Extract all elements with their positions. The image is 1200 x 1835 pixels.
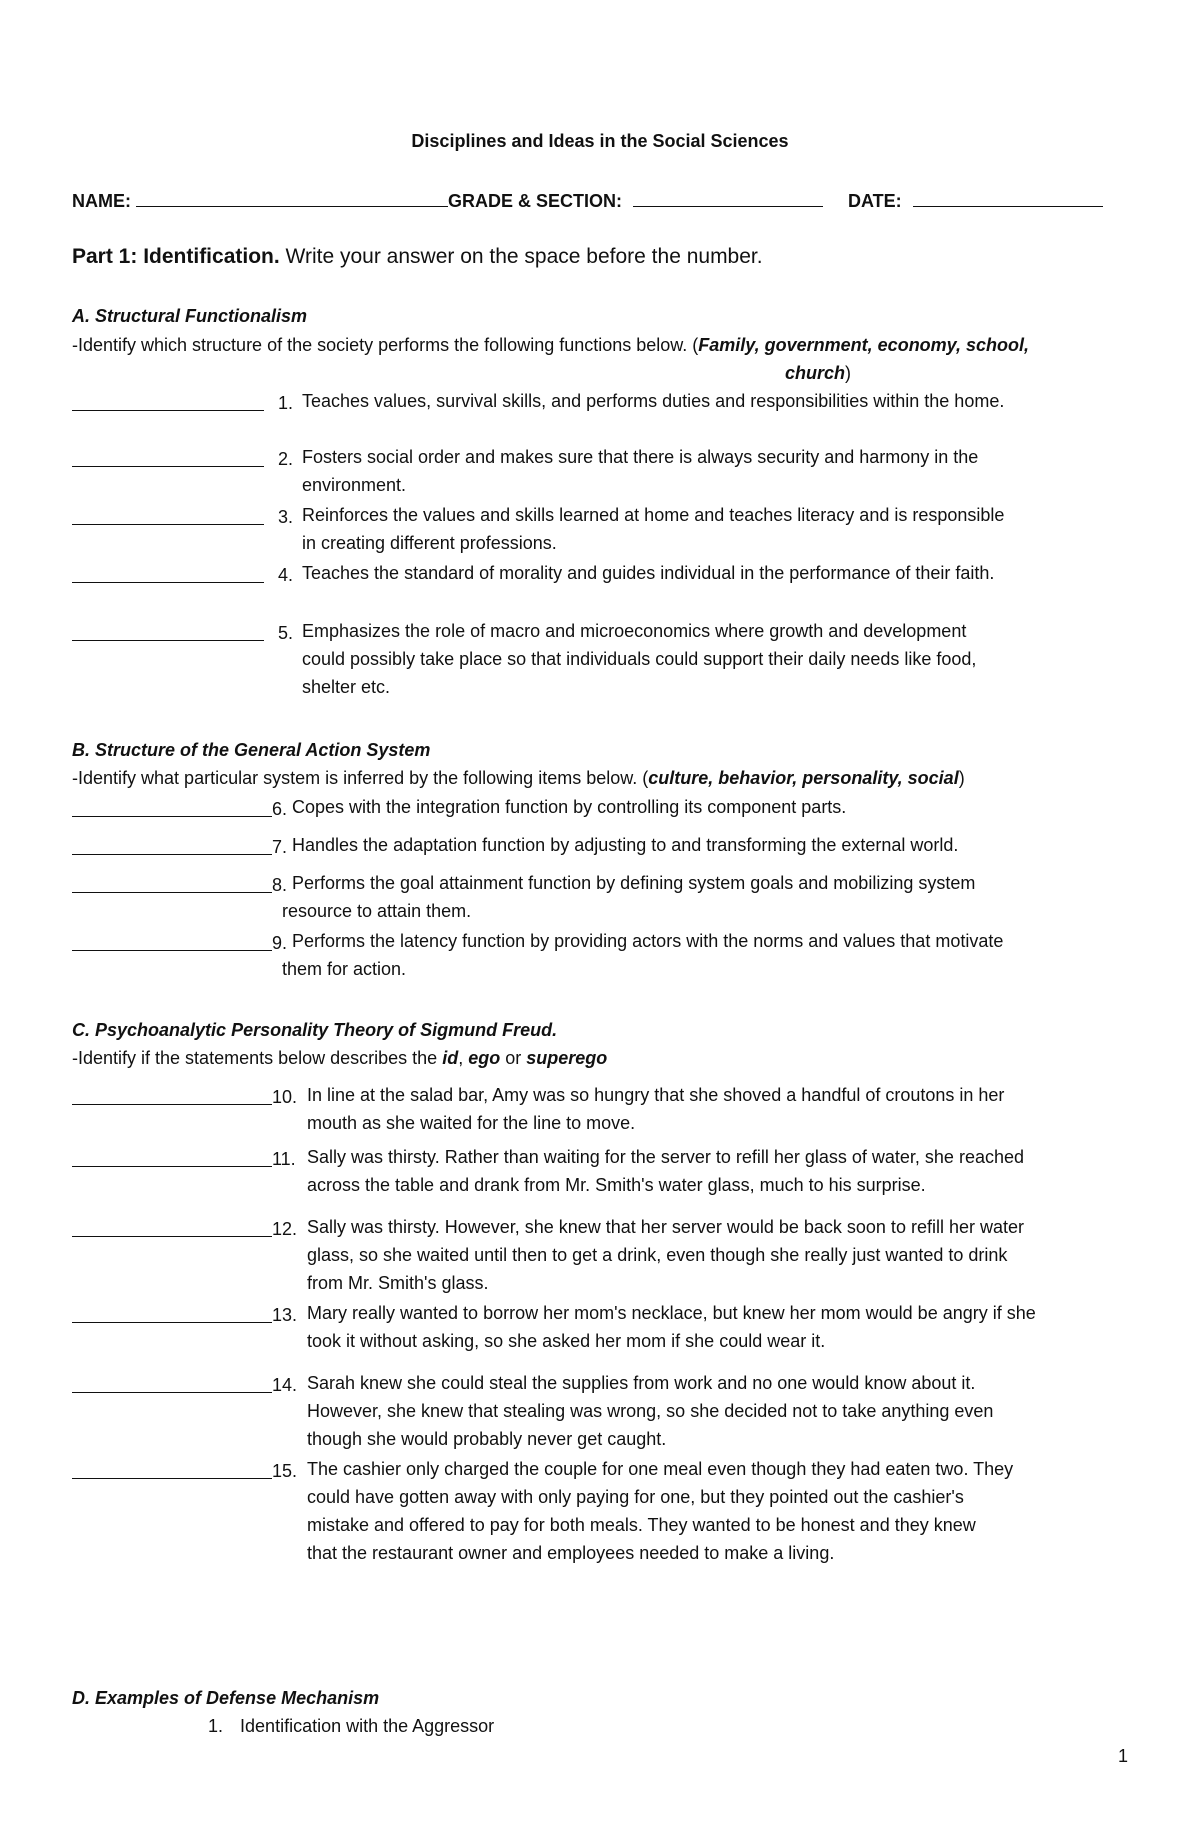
answer-blank[interactable] bbox=[72, 816, 272, 817]
item-text: them for action. bbox=[282, 959, 407, 979]
item-number: 5. bbox=[278, 623, 294, 643]
part1-label: Part 1: Identification. bbox=[72, 245, 280, 268]
item-number: 13. bbox=[272, 1305, 298, 1325]
item-text: environment. bbox=[302, 475, 407, 495]
item-number: 3. bbox=[278, 507, 294, 527]
item-text: Performs the goal attainment function by defining system goals and mobilizing system bbox=[292, 873, 976, 893]
item-text: In line at the salad bar, Amy was so hungry that she shoved a handful of croutons in her bbox=[307, 1085, 1005, 1105]
item-number: 1. bbox=[278, 393, 294, 413]
item-text: Sarah knew she could steal the supplies from work and no one would know about it. bbox=[307, 1373, 976, 1393]
answer-blank[interactable] bbox=[72, 524, 264, 525]
item-number: 14. bbox=[272, 1375, 298, 1395]
item-text: though she would probably never get caught. bbox=[307, 1429, 667, 1449]
item-text: Handles the adaptation function by adjusting to and transforming the external world. bbox=[292, 835, 959, 855]
item-text: took it without asking, so she asked her mom if she could wear it. bbox=[307, 1331, 826, 1351]
item-text: Emphasizes the role of macro and microeconomics where growth and development bbox=[302, 621, 967, 641]
answer-blank[interactable] bbox=[72, 1166, 272, 1167]
item-text: could have gotten away with only paying for one, but they pointed out the cashier's bbox=[307, 1487, 964, 1507]
part1-instruction: Write your answer on the space before the number. bbox=[285, 245, 763, 268]
section-c-instruction: -Identify if the statements below describes the id, ego or superego bbox=[72, 1048, 608, 1068]
item-number: 6. bbox=[272, 799, 288, 819]
item-text: However, she knew that stealing was wrong, so she decided not to take anything even bbox=[307, 1401, 994, 1421]
item-number: 8. bbox=[272, 875, 288, 895]
answer-blank[interactable] bbox=[72, 950, 272, 951]
item-number: 4. bbox=[278, 565, 294, 585]
answer-blank[interactable] bbox=[72, 1236, 272, 1237]
answer-blank[interactable] bbox=[72, 1322, 272, 1323]
answer-blank[interactable] bbox=[72, 892, 272, 893]
item-number: 7. bbox=[272, 837, 288, 857]
section-c-title: C. Psychoanalytic Personality Theory of Sigmund Freud. bbox=[72, 1020, 558, 1040]
date-blank[interactable] bbox=[913, 188, 1103, 207]
section-b-title: B. Structure of the General Action System bbox=[72, 740, 431, 760]
item-text: Performs the latency function by providing actors with the norms and values that motivate bbox=[292, 931, 1004, 951]
item-number: 12. bbox=[272, 1219, 298, 1239]
section-a-title: A. Structural Functionalism bbox=[72, 306, 308, 326]
grade-section-label: GRADE & SECTION: bbox=[448, 191, 623, 211]
section-b-options: culture, behavior, personality, social bbox=[648, 768, 959, 788]
item-text: could possibly take place so that individuals could support their daily needs like food, bbox=[302, 649, 977, 669]
answer-blank[interactable] bbox=[72, 854, 272, 855]
item-text: Sally was thirsty. Rather than waiting for the server to refill her glass of water, she reached bbox=[307, 1147, 1024, 1167]
item-text: from Mr. Smith's glass. bbox=[307, 1273, 489, 1293]
item-number: 10. bbox=[272, 1087, 298, 1107]
item-text: Fosters social order and makes sure that there is always security and harmony in the bbox=[302, 447, 979, 467]
section-a-options: Family, government, economy, school, bbox=[698, 335, 1030, 355]
item-text: The cashier only charged the couple for one meal even though they had eaten two. They bbox=[307, 1459, 1014, 1479]
item-number: 2. bbox=[278, 449, 294, 469]
item-text: Mary really wanted to borrow her mom's necklace, but knew her mom would be angry if she bbox=[307, 1303, 1036, 1323]
item-text: Copes with the integration function by controlling its component parts. bbox=[292, 797, 847, 817]
page-number: 1 bbox=[1117, 1746, 1128, 1766]
answer-blank[interactable] bbox=[72, 1392, 272, 1393]
part1-heading bbox=[72, 246, 763, 268]
answer-blank[interactable] bbox=[72, 640, 264, 641]
item-text: in creating different professions. bbox=[302, 533, 557, 553]
item-text: Teaches the standard of morality and guides individual in the performance of their faith. bbox=[302, 563, 995, 583]
name-row bbox=[72, 188, 823, 212]
section-b-instruction: -Identify what particular system is inferred by the following items below. (culture, behavior, personality, social) bbox=[72, 768, 965, 788]
answer-blank[interactable] bbox=[72, 410, 264, 411]
date-label: DATE: bbox=[848, 191, 902, 211]
section-d-title: D. Examples of Defense Mechanism bbox=[72, 1688, 380, 1708]
item-text: Reinforces the values and skills learned at home and teaches literacy and is responsible bbox=[302, 505, 1005, 525]
item-number: 11. bbox=[272, 1149, 296, 1169]
item-text: across the table and drank from Mr. Smith's water glass, much to his surprise. bbox=[307, 1175, 926, 1195]
item-number: 15. bbox=[272, 1461, 298, 1481]
page-title: Disciplines and Ideas in the Social Sciences bbox=[411, 131, 789, 151]
grade-section-blank[interactable] bbox=[633, 188, 823, 207]
item-number: 9. bbox=[272, 933, 288, 953]
answer-blank[interactable] bbox=[72, 1104, 272, 1105]
item-text: Sally was thirsty. However, she knew that her server would be back soon to refill her water bbox=[307, 1217, 1024, 1237]
item-text: resource to attain them. bbox=[282, 901, 472, 921]
item-text: mistake and offered to pay for both meals. They wanted to be honest and they knew bbox=[307, 1515, 976, 1535]
section-a-instruction-cont: church) bbox=[785, 363, 852, 383]
item-text: shelter etc. bbox=[302, 677, 391, 697]
name-blank[interactable] bbox=[136, 188, 448, 207]
answer-blank[interactable] bbox=[72, 466, 264, 467]
answer-blank[interactable] bbox=[72, 1478, 272, 1479]
section-a-instruction: -Identify which structure of the society performs the following functions below. (Family, government, economy, school, bbox=[72, 335, 1030, 355]
item-text: Teaches values, survival skills, and performs duties and responsibilities within the home. bbox=[302, 391, 1005, 411]
item-text: glass, so she waited until then to get a drink, even though she really just wanted to drink bbox=[307, 1245, 1008, 1265]
item-text: that the restaurant owner and employees needed to make a living. bbox=[307, 1543, 835, 1563]
answer-blank[interactable] bbox=[72, 582, 264, 583]
name-label: NAME: bbox=[72, 191, 131, 211]
item-text: mouth as she waited for the line to move. bbox=[307, 1113, 636, 1133]
date-row bbox=[848, 188, 1103, 212]
section-d-item: 1. Identification with the Aggressor bbox=[208, 1716, 495, 1736]
